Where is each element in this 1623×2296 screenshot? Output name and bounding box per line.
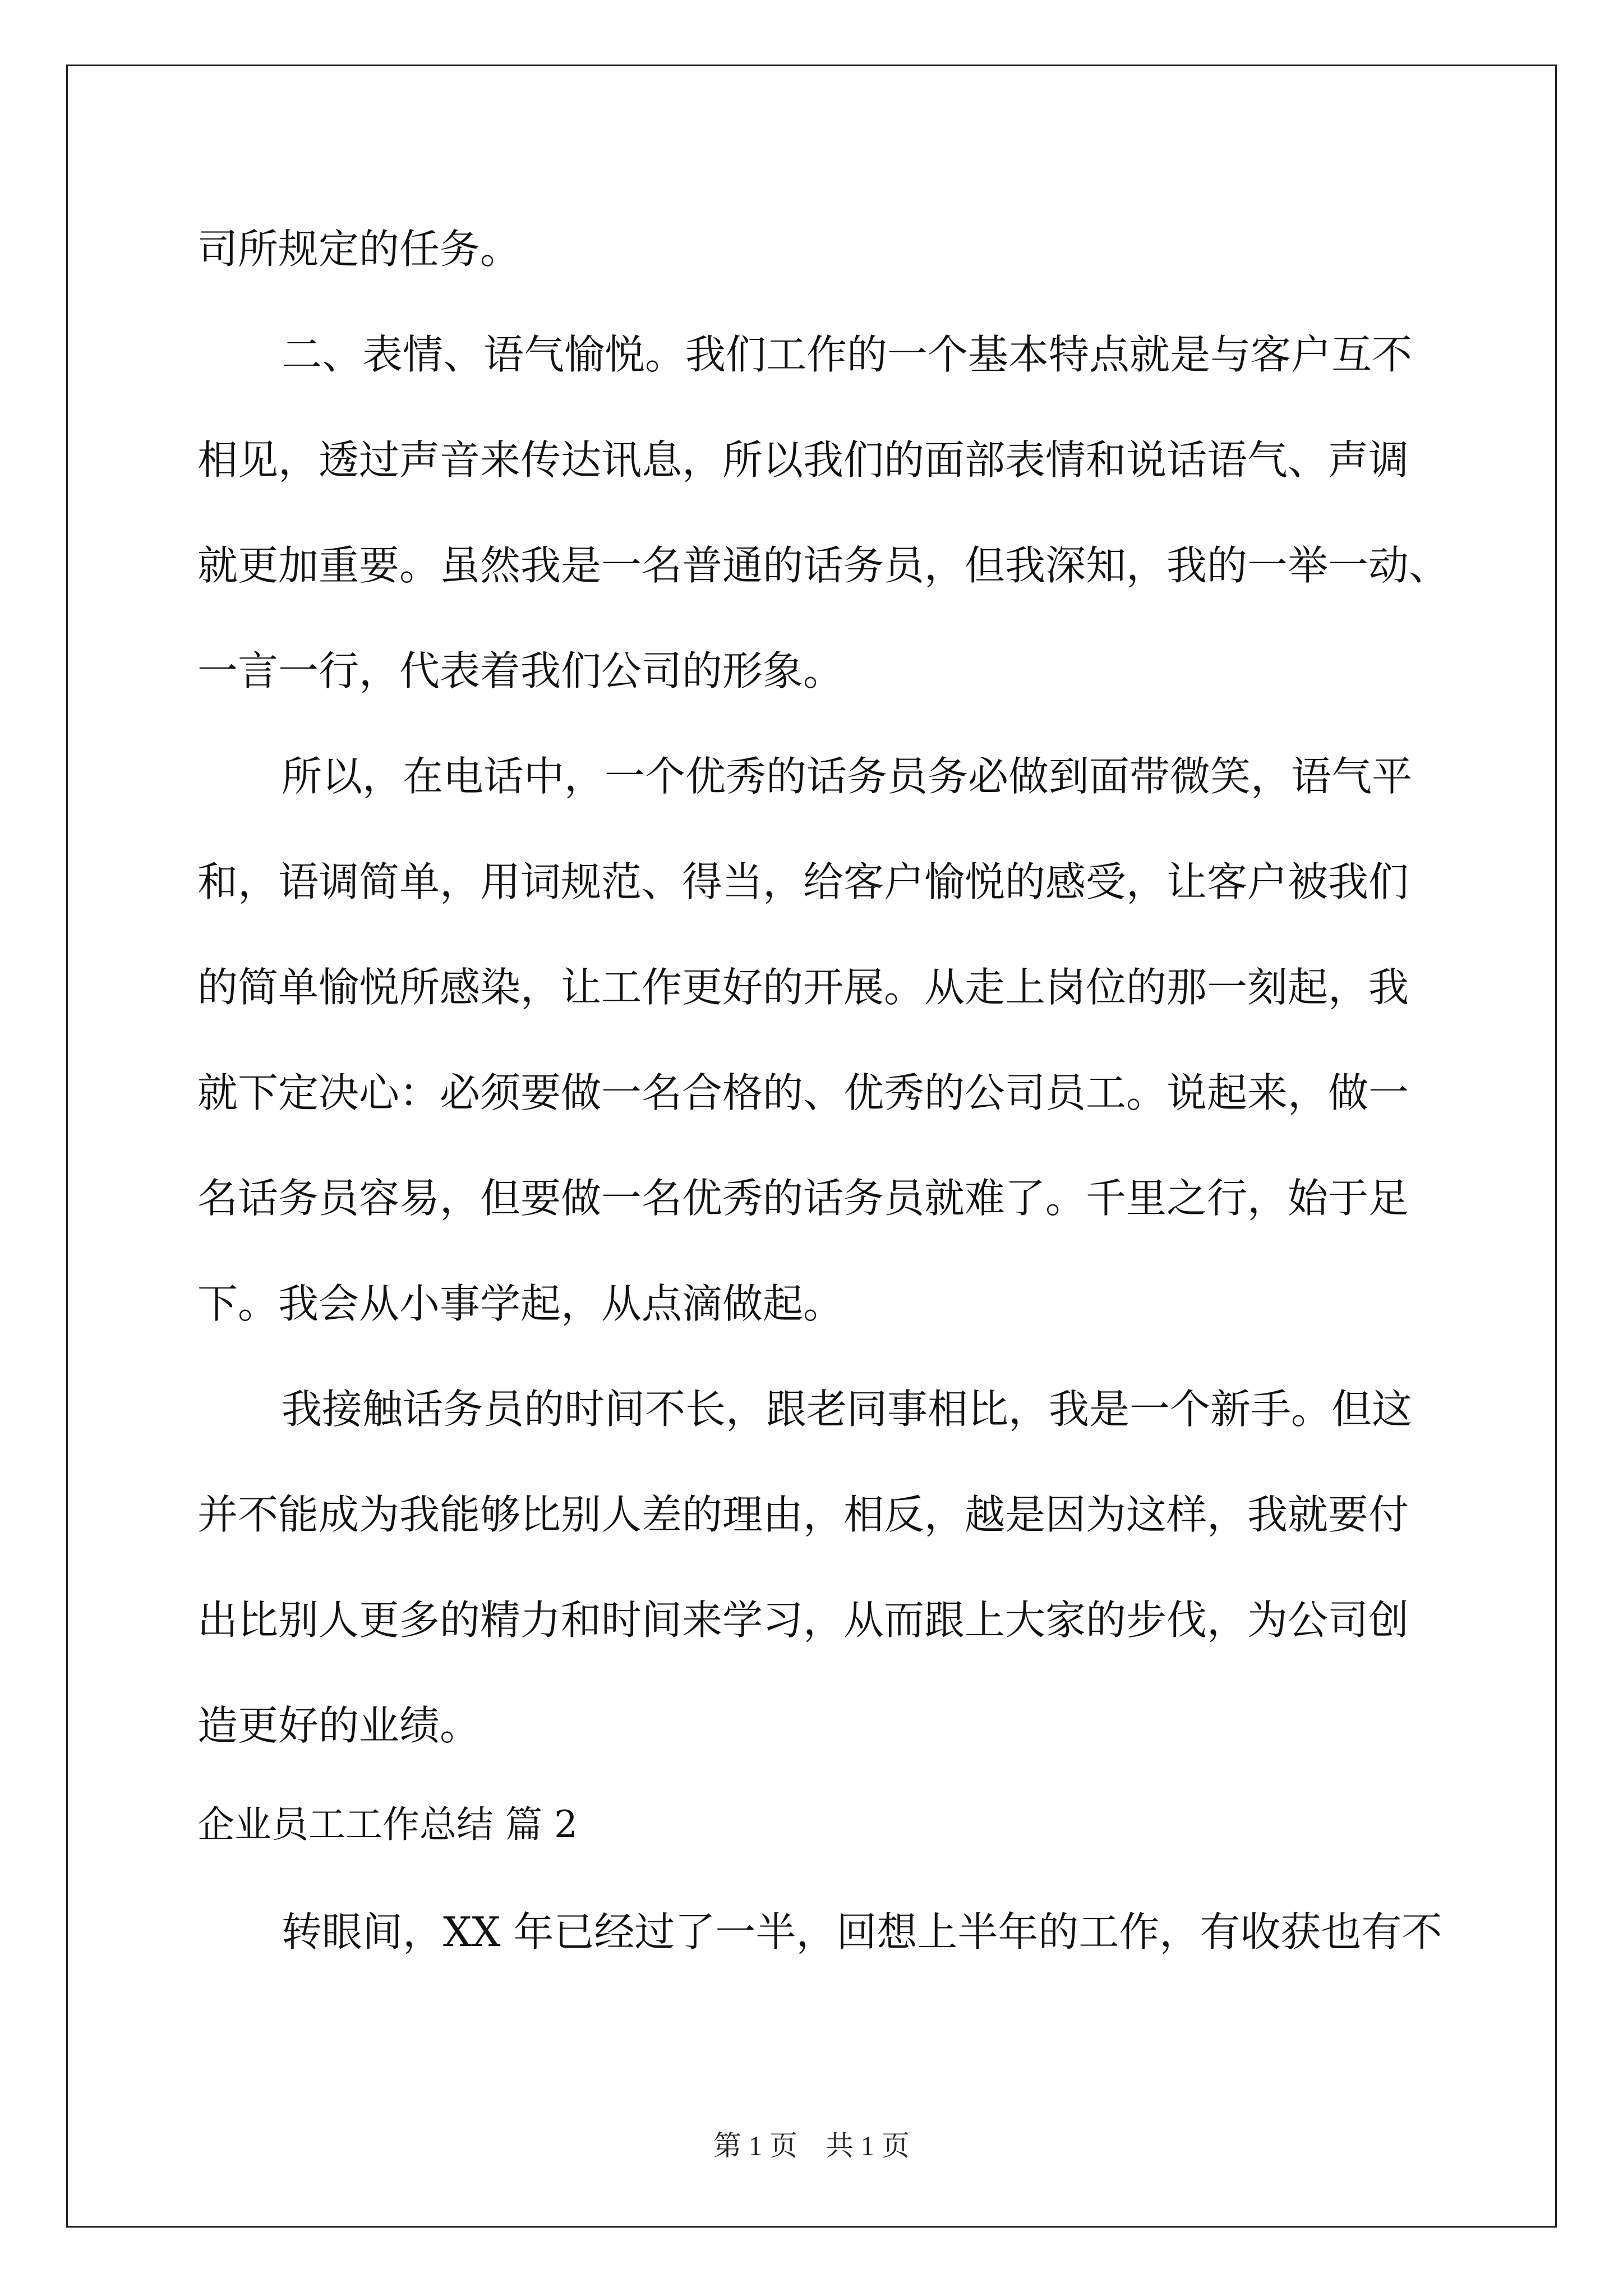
text-line: 名话务员容易，但要做一名优秀的话务员就难了。千里之行，始于足 <box>197 1175 1409 1222</box>
text-line: 并不能成为我能够比别人差的理由，相反，越是因为这样，我就要付 <box>197 1491 1409 1538</box>
text-line: 出比别人更多的精力和时间来学习，从而跟上大家的步伐，为公司创 <box>197 1596 1409 1644</box>
page-footer: 第 1 页 共 1 页 <box>713 2130 910 2161</box>
section-heading: 企业员工工作总结 篇 2 <box>197 1803 578 1846</box>
text-line: 一言一行，代表着我们公司的形象。 <box>197 647 844 694</box>
text-line: 司所规定的任务。 <box>197 226 521 273</box>
page-border <box>66 65 1557 2228</box>
paragraph-line: 我接触话务员的时间不长，跟老同事相比，我是一个新手。但这 <box>282 1386 1413 1433</box>
text-line: 造更好的业绩。 <box>197 1702 481 1749</box>
text-line: 就更加重要。虽然我是一名普通的话务员，但我深知，我的一举一动、 <box>197 542 1450 589</box>
text-line: 的简单愉悦所感染，让工作更好的开展。从走上岗位的那一刻起，我 <box>197 964 1409 1011</box>
text-line: 就下定决心：必须要做一名合格的、优秀的公司员工。说起来，做一 <box>197 1069 1409 1116</box>
text-line: 和，语调简单，用词规范、得当，给客户愉悦的感受，让客户被我们 <box>197 858 1409 905</box>
text-line: 相见，透过声音来传达讯息，所以我们的面部表情和说话语气、声调 <box>197 436 1409 484</box>
paragraph-line: 所以，在电话中，一个优秀的话务员务必做到面带微笑，语气平 <box>282 753 1413 800</box>
paragraph-line: 转眼间，XX 年已经过了一半，回想上半年的工作，有收获也有不 <box>282 1908 1442 1955</box>
text-line: 下。我会从小事学起，从点滴做起。 <box>197 1280 844 1327</box>
paragraph-line: 二、表情、语气愉悦。我们工作的一个基本特点就是与客户互不 <box>282 331 1413 378</box>
